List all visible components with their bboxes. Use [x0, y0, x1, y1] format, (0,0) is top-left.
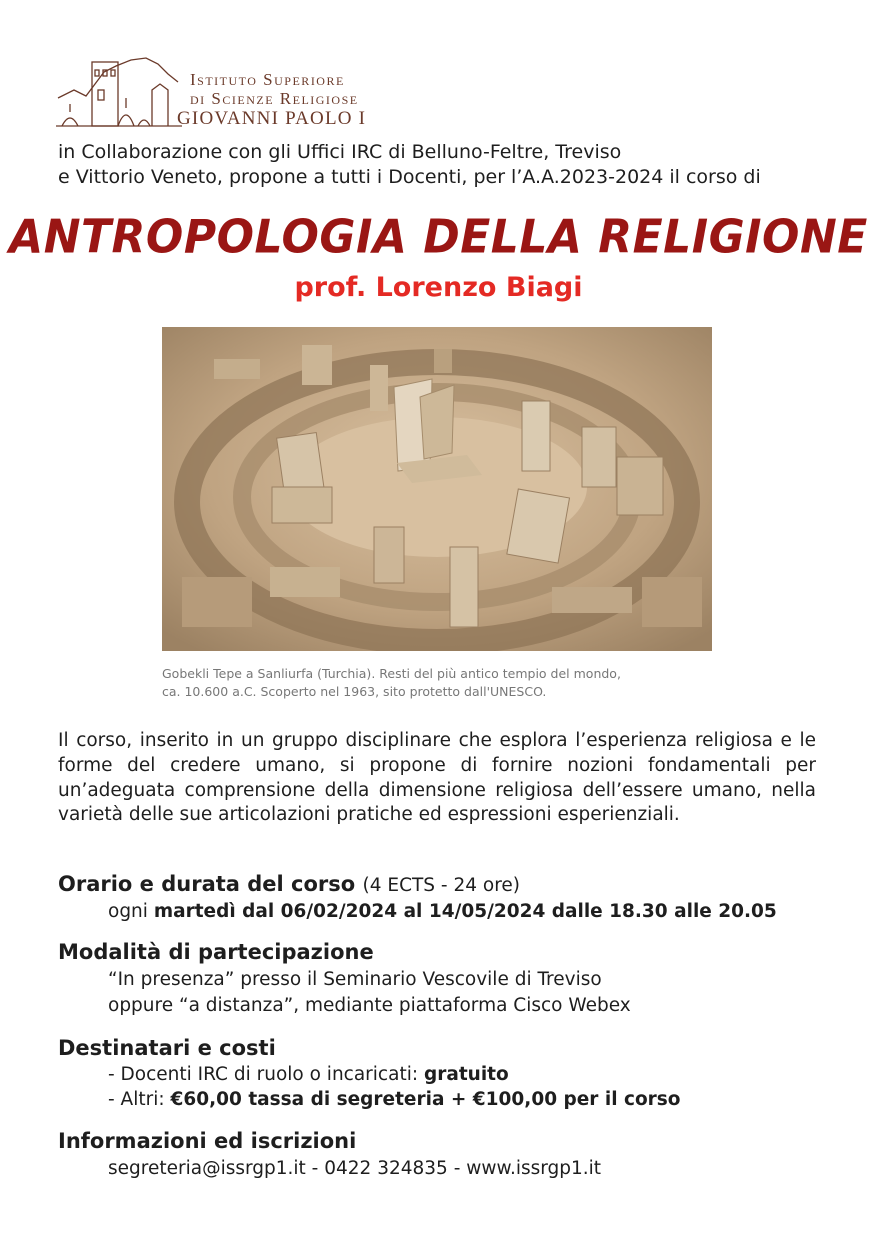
schedule-prefix: ogni — [108, 901, 148, 922]
costs-line-1-prefix: - Docenti IRC di ruolo o incaricati: — [108, 1064, 419, 1085]
gobekli-tepe-photo — [162, 327, 712, 651]
info-heading: Informazioni ed iscrizioni — [58, 1129, 357, 1153]
logo-line-1: Istituto Superiore — [190, 70, 345, 89]
schedule-detail: martedì dal 06/02/2024 al 14/05/2024 dalle 18.30 alle 20.05 — [153, 901, 777, 922]
costs-line-2-prefix: - Altri: — [108, 1089, 165, 1110]
schedule-line — [108, 901, 777, 922]
photo-caption-line-2: ca. 10.600 a.C. Scoperto nel 1963, sito protetto dall'UNESCO. — [162, 684, 547, 699]
costs-line-1-value: gratuito — [423, 1064, 509, 1085]
intro-line-1: in Collaborazione con gli Uffici IRC di Belluno-Feltre, Treviso — [58, 141, 622, 163]
logo-emblem-icon — [56, 52, 186, 132]
photo-caption-line-1: Gobekli Tepe a Sanliurfa (Turchia). Resti del più antico tempio del mondo, — [162, 666, 621, 681]
costs-line-2-value: €60,00 tassa di segreteria + €100,00 per il corso — [170, 1089, 681, 1110]
participation-heading: Modalità di partecipazione — [58, 940, 374, 964]
professor-name: prof. Lorenzo Biagi — [294, 272, 583, 303]
schedule-heading — [58, 872, 520, 896]
costs-heading: Destinatari e costi — [58, 1036, 276, 1060]
participation-line-2: oppure “a distanza”, mediante piattaforma Cisco Webex — [108, 995, 631, 1016]
costs-line-2 — [108, 1089, 681, 1110]
schedule-heading-note: (4 ECTS - 24 ore) — [362, 875, 521, 896]
info-contacts: segreteria@issrgp1.it - 0422 324835 - www.issrgp1.it — [108, 1158, 602, 1179]
logo-line-3: GIOVANNI PAOLO I — [177, 108, 367, 129]
logo-line-2: di Scienze Religiose — [190, 89, 359, 108]
intro-line-2: e Vittorio Veneto, propone a tutti i Docenti, per l’A.A.2023-2024 il corso di — [58, 166, 761, 188]
costs-line-1 — [108, 1064, 509, 1085]
participation-line-1: “In presenza” presso il Seminario Vescovile di Treviso — [108, 969, 602, 990]
schedule-heading-text: Orario e durata del corso — [58, 872, 356, 896]
course-description: Il corso, inserito in un gruppo disciplinare che esplora l’esperienza religiosa e le forme del credere umano, si propone di fornire nozioni fondamentali per un’adeguata comprensione della dimensione religiosa dell’essere umano, nella varietà delle sue articolazioni pratiche ed espressioni esperienziali. — [58, 730, 816, 826]
course-title: ANTROPOLOGIA DELLA RELIGIONE — [9, 210, 868, 265]
